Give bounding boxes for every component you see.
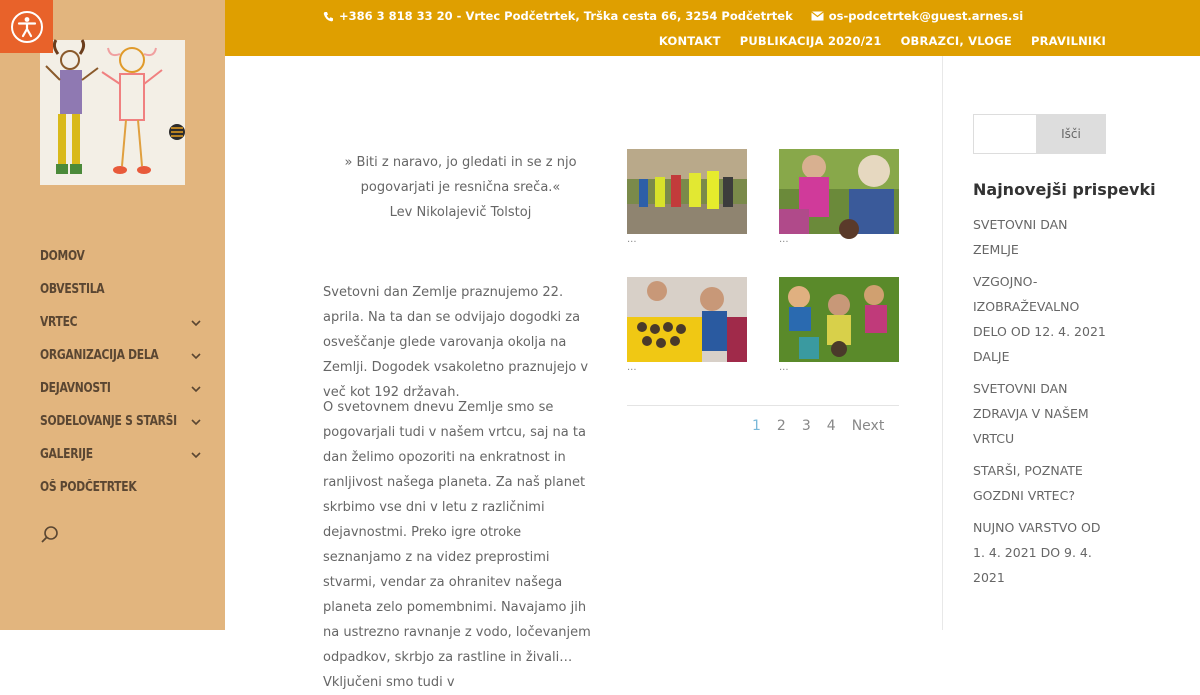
page-link[interactable]: 2: [776, 418, 786, 434]
email-text: os-podcetrtek@guest.arnes.si: [828, 9, 1024, 23]
gallery-thumbnail[interactable]: [627, 149, 747, 234]
recent-post-link[interactable]: VZGOJNO-IZOBRAŽEVALNO DELO OD 12. 4. 2021 DALJE: [973, 274, 1106, 364]
nav-item-label: GALERIJE: [40, 447, 93, 462]
top-header-bar: [225, 0, 1200, 56]
chevron-down-icon[interactable]: [189, 448, 203, 462]
recent-posts-title: Najnovejši prispevki: [973, 180, 1156, 199]
nav-item-obvestila[interactable]: [40, 273, 205, 306]
chevron-down-icon[interactable]: [189, 382, 203, 396]
site-logo-drawing[interactable]: [40, 40, 185, 185]
nav-item-label: DOMOV: [40, 249, 85, 264]
page-link[interactable]: 3: [801, 418, 811, 434]
recent-post-link[interactable]: NUJNO VARSTVO OD 1. 4. 2021 DO 9. 4. 2021: [973, 520, 1101, 585]
page-current[interactable]: 1: [752, 418, 761, 434]
chevron-down-icon[interactable]: [189, 316, 203, 330]
page-link[interactable]: 4: [826, 418, 836, 434]
article-quote: [323, 150, 598, 225]
chevron-down-icon[interactable]: [189, 415, 203, 429]
mail-icon: [811, 11, 824, 21]
search-form: [973, 114, 1106, 154]
top-nav-kontakt[interactable]: KONTAKT: [658, 34, 721, 48]
recent-post-link[interactable]: SVETOVNI DAN ZEMLJE: [973, 217, 1068, 257]
nav-item-label: OŠ PODČETRTEK: [40, 480, 137, 495]
accessibility-button[interactable]: [0, 0, 53, 53]
recent-post-link[interactable]: STARŠI, POZNATE GOZDNI VRTEC?: [973, 463, 1083, 503]
thumbnail-caption: ...: [779, 234, 789, 245]
nav-item-label: DEJAVNOSTI: [40, 381, 111, 396]
thumbnail-caption: ...: [779, 362, 789, 373]
nav-item-dejavnosti[interactable]: [40, 372, 205, 405]
nav-item-os-podcetrtek[interactable]: [40, 471, 205, 504]
nav-item-label: VRTEC: [40, 315, 78, 330]
quote-text: » Biti z naravo, jo gledati in se z njo pogovarjati je resnična sreča.«: [344, 155, 577, 195]
chevron-down-icon[interactable]: [189, 349, 203, 363]
nav-item-sodelovanje-s-starsi[interactable]: [40, 405, 205, 438]
search-button[interactable]: Išči: [1036, 114, 1106, 154]
article-paragraph: O svetovnem dnevu Zemlje smo se pogovarjali tudi v našem vrtcu, saj na ta dan želimo opozoriti na enkratnost in ranljivost našega planeta. Za naš planet skrbimo vse dni v letu z različnimi dejavnostmi. Preko igre otroke seznanjamo z na videz preprostimi stvarmi, vendar za ohranitev našega planeta zelo pomembnimi. Navajamo jih na ustrezno ravnanje z vodo, ločevanjem odpadkov, skrbjo za rastline in živali… Vključeni smo tudi v: [323, 400, 591, 690]
gallery-thumbnail[interactable]: [779, 277, 899, 362]
thumbnail-caption: ...: [627, 234, 637, 245]
nav-item-label: ORGANIZACIJA DELA: [40, 348, 159, 363]
gallery-divider: [627, 405, 899, 406]
search-input[interactable]: [973, 114, 1036, 154]
recent-post-link[interactable]: SVETOVNI DAN ZDRAVJA V NAŠEM VRTCU: [973, 381, 1089, 446]
main-nav: [40, 240, 205, 504]
nav-item-vrtec[interactable]: [40, 306, 205, 339]
phone-icon: [323, 11, 334, 22]
nav-item-domov[interactable]: [40, 240, 205, 273]
top-nav-pravilniki[interactable]: PRAVILNIKI: [1030, 34, 1106, 48]
recent-posts-list: [973, 212, 1108, 597]
top-nav: [659, 34, 1106, 48]
nav-item-organizacija-dela[interactable]: [40, 339, 205, 372]
accessibility-icon: [10, 10, 44, 44]
article-paragraph: Svetovni dan Zemlje praznujemo 22. aprila. Na ta dan se odvijajo dogodki za osveščanje glede varovanja okolja na Zemlji. Dogodek vsakoletno praznujejo v več kot 192 državah.: [323, 285, 589, 400]
left-sidebar: [0, 0, 225, 630]
nav-item-label: OBVESTILA: [40, 282, 105, 297]
gallery-pagination: [752, 418, 884, 434]
nav-item-label: SODELOVANJE S STARŠI: [40, 414, 177, 429]
search-icon[interactable]: [40, 525, 62, 547]
gallery-thumbnail[interactable]: [627, 277, 747, 362]
gallery-thumbnail[interactable]: [779, 149, 899, 234]
top-nav-publikacija[interactable]: PUBLIKACIJA 2020/21: [739, 34, 882, 48]
quote-author: Lev Nikolajevič Tolstoj: [389, 205, 532, 220]
nav-item-galerije[interactable]: [40, 438, 205, 471]
page-next[interactable]: Next: [851, 418, 885, 434]
email-link[interactable]: [811, 9, 1023, 23]
thumbnail-caption: ...: [627, 362, 637, 373]
contact-line: [323, 9, 1023, 23]
sidebar-divider: [942, 56, 943, 630]
phone-address-text: +386 3 818 33 20 - Vrtec Podčetrtek, Trška cesta 66, 3254 Podčetrtek: [339, 9, 793, 23]
top-nav-obrazci-vloge[interactable]: OBRAZCI, VLOGE: [900, 34, 1012, 48]
